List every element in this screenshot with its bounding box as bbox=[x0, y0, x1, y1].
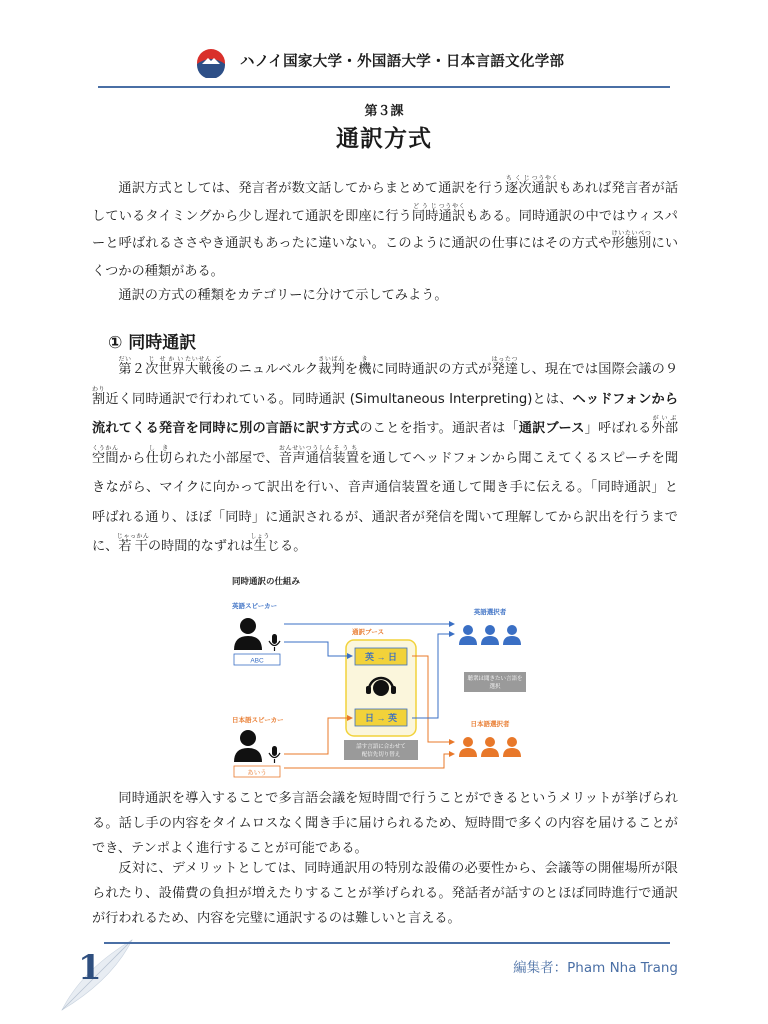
text-segment: 機き bbox=[358, 356, 372, 377]
text-segment: もあれば発言者が話しているタイミングから少し遅れて通訳を即座に行う bbox=[92, 181, 679, 224]
en-speaker-label: 英語スピーカー bbox=[232, 603, 278, 610]
listener-note-line-2: 選択 bbox=[489, 684, 501, 690]
text-segment: 通訳の方式の種類をカテゴリーに分けて示してみよう。 bbox=[118, 288, 448, 303]
text-segment: 若干じゃっかん bbox=[116, 533, 150, 554]
text-segment: のニュルベルク bbox=[225, 362, 319, 377]
text-segment: から bbox=[118, 450, 146, 466]
listener-note-line-1: 聴衆は聞きたい言語を bbox=[467, 676, 523, 682]
interpretation-diagram bbox=[228, 572, 558, 782]
text-segment: 装置そうち bbox=[332, 444, 360, 466]
page-header bbox=[0, 0, 768, 90]
footer-divider bbox=[104, 942, 670, 944]
text-segment: 通訳つうやく bbox=[438, 202, 466, 224]
text-segment: 次じ bbox=[145, 356, 159, 377]
text-segment: 同時どうじ bbox=[411, 202, 439, 224]
jp-microphone-icon bbox=[269, 746, 280, 763]
en-listeners-icon bbox=[459, 625, 521, 645]
text-segment: 空間くうかん bbox=[92, 444, 119, 466]
header-title: ハノイ国家大学・外国語大学・日本言語文化学部 bbox=[240, 54, 565, 70]
jp-speaker-person-icon bbox=[234, 730, 262, 762]
section-paragraph bbox=[92, 355, 678, 562]
text-segment: 割わり bbox=[92, 385, 106, 407]
text-segment: 後ご bbox=[211, 356, 226, 377]
section-heading: ① 同時通訳 bbox=[108, 333, 197, 353]
booth-en-to-jp: 英 → 日 bbox=[364, 652, 398, 662]
en-speaker-person-icon bbox=[234, 618, 262, 650]
text-segment: られた小部屋で、 bbox=[172, 450, 279, 466]
text-segment: 形態けいたい bbox=[611, 230, 639, 251]
text-segment: 音声おんせい bbox=[278, 444, 306, 466]
booth-jp-to-en: 日 → 英 bbox=[364, 713, 398, 723]
text-segment: 通訳ブース bbox=[518, 421, 585, 436]
text-segment: し、現在では国際会議の９ bbox=[518, 362, 679, 377]
text-segment: 世界せかい bbox=[158, 356, 186, 377]
diagram-title: 同時通訳の仕組み bbox=[232, 576, 301, 586]
text-segment: 生しょう bbox=[250, 533, 270, 554]
jp-listener-label: 日本語選択者 bbox=[470, 721, 510, 728]
text-segment: ヘッドフォンから流れてくる発音を同時に別の言語に訳す方式 bbox=[92, 391, 678, 436]
text-segment: 発達はったつ bbox=[491, 356, 519, 377]
demerit-paragraph: 反対に、デメリットとしては、同時通訳用の特別な設備の必要性から、会議等の開催場所が限られたり、設備費の負担が増えたりすることが挙げられる。発話者が話すのとほぼ同時進行で通訳が行われるため、内容を完璧に通訳するのは難しいと言える。 bbox=[92, 861, 678, 926]
intro-paragraph-1 bbox=[92, 175, 678, 285]
text-segment: にいくつかの種類がある。 bbox=[92, 236, 679, 279]
lesson-number: 第３課 bbox=[364, 104, 404, 119]
text-segment: 別べつ bbox=[638, 230, 652, 251]
text-segment: を bbox=[344, 362, 359, 377]
editor-credit: 編集者：Pham Nha Trang bbox=[513, 960, 678, 976]
text-segment: 仕切しき bbox=[145, 444, 173, 466]
intro-paragraph-2 bbox=[92, 282, 678, 310]
en-listener-label: 英語選択者 bbox=[473, 609, 507, 616]
header-divider bbox=[98, 86, 670, 88]
en-microphone-icon bbox=[269, 634, 280, 651]
text-segment: 裁判さいばん bbox=[318, 356, 345, 377]
text-segment: 逐次ちくじ bbox=[504, 175, 532, 196]
text-segment: の時間的なずれは bbox=[147, 539, 254, 554]
merit-paragraph: 同時通訳を導入することで多言語会議を短時間で行うことができるというメリットが挙げられる。話し手の内容をタイムロスなく聞き手に届けられるため、短時間で多くの内容を届けることができ、テンポよく進行することが可能である。 bbox=[92, 791, 678, 856]
text-segment: ２ bbox=[131, 362, 146, 377]
text-segment: 通信つうしん bbox=[305, 444, 333, 466]
text-segment: 外部がいぶ bbox=[651, 415, 679, 436]
text-segment: 通訳方式としては、発言者が数文話してからまとめて通訳を行う bbox=[118, 181, 505, 196]
text-segment: のことを指す。通訳者は「 bbox=[359, 421, 519, 436]
text-segment: じる。 bbox=[266, 539, 307, 554]
page-title: 通訳方式 bbox=[336, 126, 432, 152]
text-segment: もある。同時通訳の中ではウィスパーと呼ばれるささやき通訳もあったに違いない。このように通訳の仕事にはその方式や bbox=[92, 208, 678, 251]
text-segment: 第だい bbox=[118, 356, 132, 377]
jp-listeners-icon bbox=[459, 737, 521, 757]
text-segment: を通してヘッドフォンから聞こえてくるスピーチを聞きながら、マイクに向かって訳出を行い、音声通信装置を通して聞き手に伝える。「同時通訳」と呼ばれる通り、ほぼ「同時」に通訳されるが、通訳者が発信を聞いて理解してから訳出を行うまでに、 bbox=[92, 450, 679, 554]
booth-label: 通訳ブース bbox=[352, 629, 384, 636]
text-segment: に同時通訳の方式が bbox=[371, 362, 492, 377]
en-speaker-box: ABC bbox=[250, 657, 264, 665]
text-segment: 大戦たいせん bbox=[185, 356, 212, 377]
booth-note-line-2: 配信先切り替え bbox=[361, 752, 401, 758]
booth-note-line-1: 話す言語に合わせて bbox=[356, 744, 406, 750]
jp-speaker-label: 日本語スピーカー bbox=[232, 717, 284, 724]
text-segment: 通訳つうやく bbox=[531, 175, 559, 196]
text-segment: 近く同時通訳で行われている。同時通訳 (Simultaneous Interpreting)とは、 bbox=[105, 391, 573, 407]
page-number: 1 bbox=[78, 948, 102, 988]
university-logo-icon bbox=[196, 48, 226, 78]
text-segment: 」呼ばれる bbox=[584, 421, 652, 436]
jp-speaker-box: あいう bbox=[247, 769, 267, 777]
